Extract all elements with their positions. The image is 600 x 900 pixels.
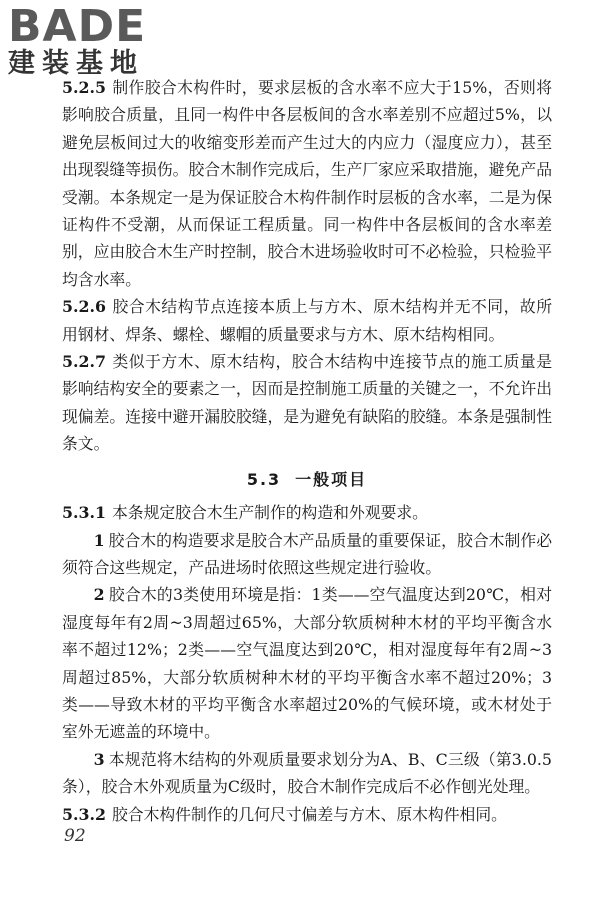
clause-number: 5.2.7 [62, 352, 106, 372]
item-2 [62, 581, 552, 745]
item-3 [62, 746, 552, 801]
bade-logo [8, 1, 147, 80]
clause-text: 制作胶合木构件时，要求层板的含水率不应大于15%，否则将影响胶合质量，且同一构件中各层板间的含水率差别不应超过5%，以避免层板间过大的收缩变形差而产生过大的内应力（湿度应力），甚至出现裂缝等损伤。胶合木制作完成后，生产厂家应采取措施，避免产品受潮。本条规定一是为保证胶合木构件制作时层板的含水率，二是为保证构件不受潮，从而保证工程质量。同一构件中各层板间的含水率差别，应由胶合木生产时控制，胶合木进场验收时可不必检验，只检验平均含水率。 [62, 78, 552, 289]
section-title: 一般项目 [295, 469, 368, 489]
item-text: 胶合木的构造要求是胶合木产品质量的重要保证，胶合木制作必须符合这些规定，产品进场时依照这些规定进行验收。 [62, 530, 552, 577]
page-content [62, 74, 552, 828]
clause-text: 胶合木结构节点连接本质上与方木、原木结构并无不同，故所用钢材、焊条、螺栓、螺帽的质量要求与方木、原木结构相同。 [62, 297, 552, 344]
clause-number: 5.2.6 [62, 297, 106, 317]
clause-5-2-5 [62, 74, 552, 293]
clause-5-3-2 [62, 801, 552, 828]
item-number: 1 [93, 530, 105, 550]
clause-number: 5.2.5 [62, 78, 106, 97]
clause-number: 5.3.1 [62, 503, 106, 523]
section-heading [62, 466, 552, 493]
section-number: 5.3 [246, 469, 282, 489]
item-number: 3 [93, 749, 105, 769]
logo-subtitle: 建装基地 [8, 48, 144, 79]
item-number: 2 [93, 585, 105, 605]
clause-text: 胶合木构件制作的几何尺寸偏差与方木、原木构件相同。 [111, 804, 507, 824]
page-number: 92 [64, 826, 86, 846]
item-1 [62, 527, 552, 582]
clause-text: 本条规定胶合木生产制作的构造和外观要求。 [111, 503, 428, 523]
item-text: 胶合木的3类使用环境是指：1类——空气温度达到20℃，相对湿度每年有2周~3周超过65%，大部分软质树种木材的平均平衡含水率不超过12%；2类——空气温度达到20℃，相对湿度每年有2周~3周超过85%，大部分软质树种木材的平均平衡含水率不超过20%；3类——导致木材的平均平衡含水率超过20%的气候环境，或木材处于室外无遮盖的环境中。 [62, 585, 552, 742]
clause-number: 5.3.2 [62, 804, 106, 824]
clause-5-2-7 [62, 348, 552, 458]
item-text: 本规范将木结构的外观质量要求划分为A、B、C三级（第3.0.5条），胶合木外观质量为C级时，胶合木制作完成后不必作刨光处理。 [62, 749, 552, 797]
clause-5-2-6 [62, 293, 552, 348]
logo-wordmark: BADE [8, 1, 147, 52]
clause-text: 类似于方木、原木结构，胶合木结构中连接节点的施工质量是影响结构安全的要素之一，因而是控制施工质量的关键之一，不允许出现偏差。连接中避开漏胶胶缝，是为避免有缺陷的胶缝。本条是强制性条文。 [62, 352, 552, 454]
clause-5-3-1 [62, 499, 552, 526]
